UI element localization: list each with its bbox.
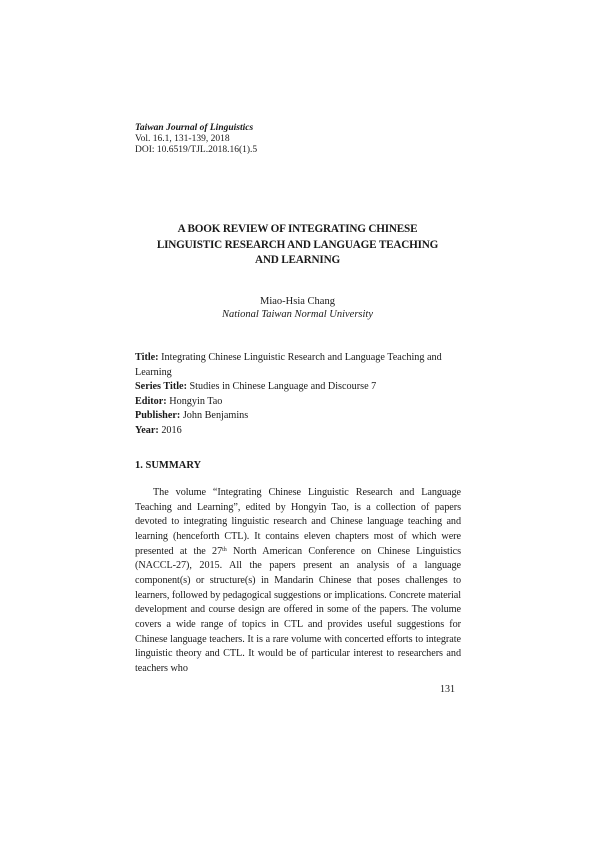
- paragraph-text: North American Conference on Chinese Linguistics (NACCL-27), 2015. All the papers present an analysis of a language component(s) or structure(s) in Mandarin Chinese that poses challenges to learners, followed by pedagogical suggestions or implications. Concrete material development and course design are offered in some of the papers. The volume covers a wide range of topics in CTL and provides useful suggestions for Chinese language teachers. It is a rare volume with concerted efforts to integrate linguistic theory and CTL. It would be of particular interest to researchers and teachers who: [135, 545, 461, 674]
- meta-publisher-label: Publisher:: [135, 410, 181, 422]
- meta-publisher-row: [135, 409, 465, 424]
- summary-paragraph: [135, 486, 461, 677]
- meta-editor-value: Hongyin Tao: [169, 395, 223, 407]
- meta-title-label: Title:: [135, 352, 159, 363]
- journal-name: Taiwan Journal of Linguistics: [135, 123, 254, 133]
- title-line: LINGUISTIC RESEARCH AND LANGUAGE TEACHING: [156, 238, 439, 251]
- author-affiliation: National Taiwan Normal University: [221, 309, 373, 320]
- meta-series-label: Series Title:: [135, 381, 187, 393]
- paragraph-text: The volume “Integrating Chinese Linguistic Research and Language Teaching and Learning”, edited by Hongyin Tao, is a collection of papers devoted to integrating linguistic research and Chinese language teaching and learning (henceforth CTL). It contains eleven chapters most of which were presented at the 27: [135, 487, 461, 557]
- journal-doi: DOI: 10.6519/TJL.2018.16(1).5: [135, 145, 258, 155]
- book-metadata: [135, 351, 465, 439]
- meta-year-label: Year:: [135, 424, 159, 436]
- page-number: 131: [440, 684, 455, 695]
- author-name: Miao-Hsia Chang: [260, 296, 335, 307]
- journal-header: [135, 123, 257, 156]
- meta-editor-row: [135, 395, 465, 410]
- ordinal-superscript: th: [222, 546, 227, 553]
- meta-series-row: [135, 380, 465, 395]
- journal-volume: Vol. 16.1, 131-139, 2018: [135, 134, 230, 144]
- meta-year-row: [135, 424, 465, 439]
- meta-title-row: [135, 351, 465, 380]
- meta-series-value: Studies in Chinese Language and Discourse 7: [189, 381, 377, 393]
- article-title: [135, 222, 460, 269]
- author-block: [135, 295, 460, 321]
- title-line: AND LEARNING: [255, 254, 340, 266]
- section-heading: 1. SUMMARY: [135, 460, 202, 471]
- meta-year-value: 2016: [161, 424, 182, 436]
- meta-publisher-value: John Benjamins: [182, 410, 249, 422]
- meta-title-value: Integrating Chinese Linguistic Research and Language Teaching and Learning: [135, 352, 442, 378]
- title-line: A BOOK REVIEW OF INTEGRATING CHINESE: [177, 223, 418, 235]
- meta-editor-label: Editor:: [135, 395, 167, 407]
